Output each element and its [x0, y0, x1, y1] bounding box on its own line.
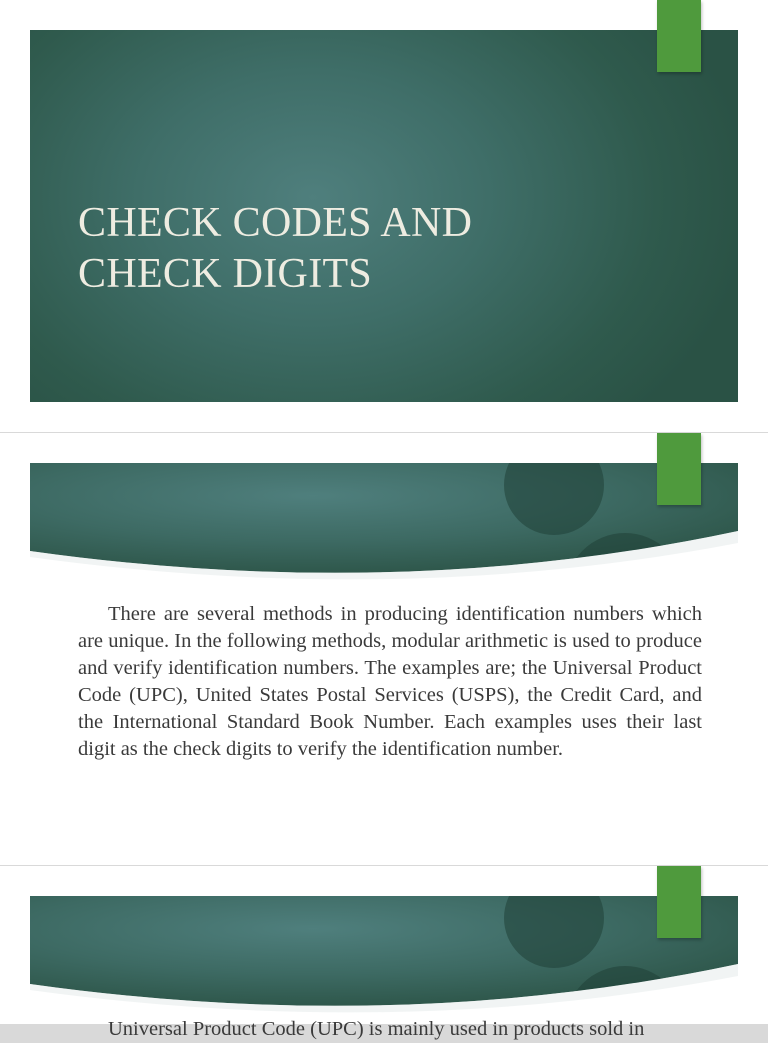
slide-paragraph: Universal Product Code (UPC) is mainly used in products sold in — [108, 1018, 645, 1040]
banner-decoration — [0, 433, 768, 593]
title-slide — [0, 0, 768, 432]
content-slide — [0, 433, 768, 865]
green-tab-decoration — [657, 0, 701, 72]
slide-paragraph: There are several methods in producing identification numbers which are unique. In the following methods, modular arithmetic is used to produce and verify identification numbers. The examples are; the Universal Product Code (UPC), United States Postal Services (USPS), the Credit Card, and the International Standard Book Number. Each examples uses their last digit as the check digits to verify the identification number. — [78, 603, 702, 760]
slide-title: CHECK CODES AND CHECK DIGITS — [78, 200, 473, 297]
banner-decoration — [0, 866, 768, 1026]
green-tab-decoration — [657, 433, 701, 505]
content-slide — [0, 866, 768, 1040]
green-tab-decoration — [657, 866, 701, 938]
